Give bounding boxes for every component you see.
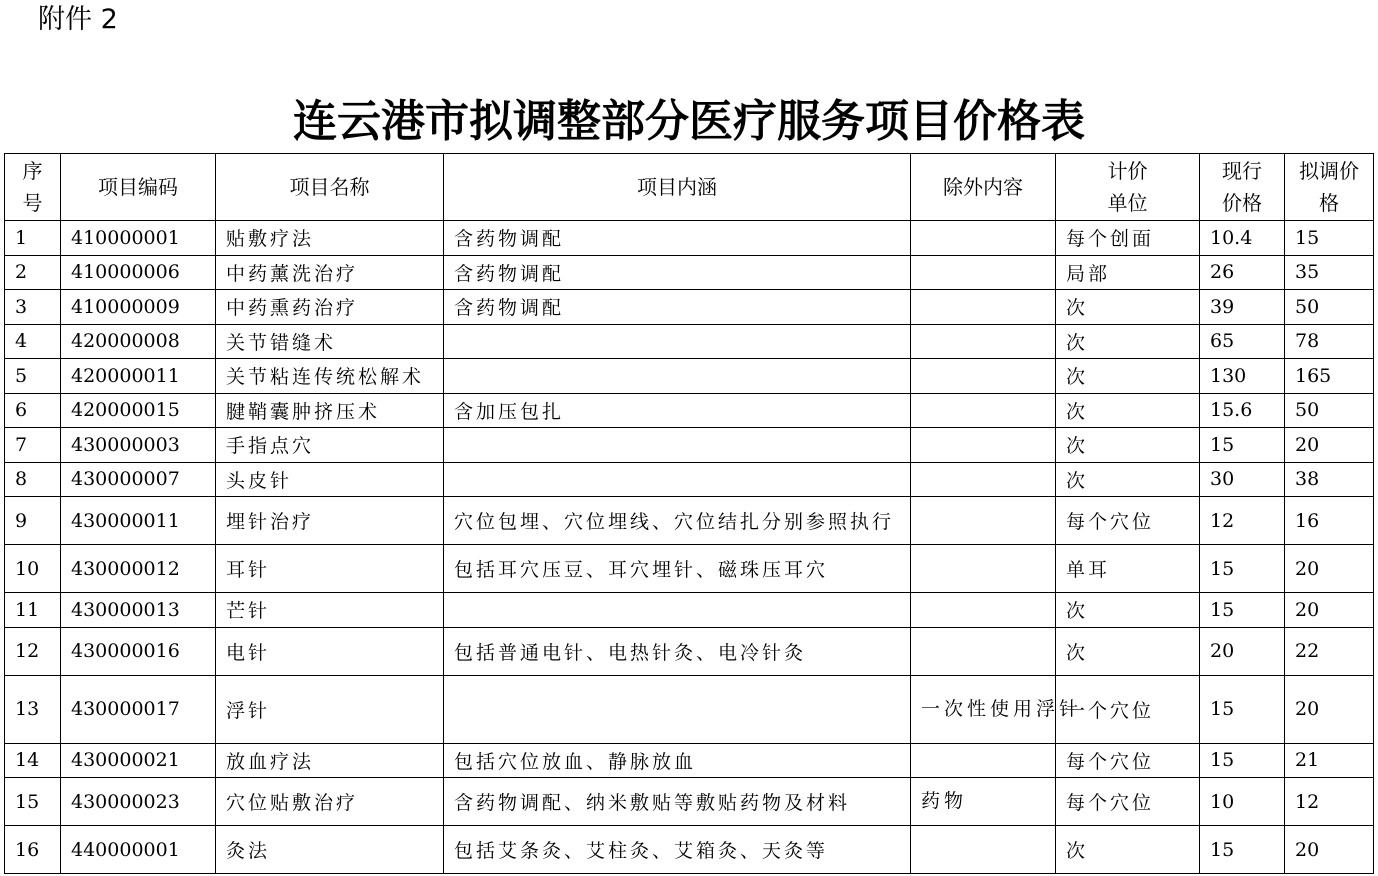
cell-current-price: 10 — [1200, 778, 1285, 826]
header-name: 项目名称 — [216, 154, 444, 221]
cell-name: 穴位贴敷治疗 — [216, 778, 444, 826]
cell-code: 430000007 — [61, 462, 216, 497]
cell-content: 穴位包埋、穴位埋线、穴位结扎分别参照执行 — [444, 497, 911, 545]
document-title: 连云港市拟调整部分医疗服务项目价格表 — [293, 96, 1085, 147]
cell-code: 420000008 — [61, 324, 216, 359]
cell-exclusion — [911, 627, 1056, 675]
cell-proposed-price: 16 — [1285, 497, 1374, 545]
cell-content: 含加压包扎 — [444, 393, 911, 428]
cell-code: 440000001 — [61, 826, 216, 874]
cell-content — [444, 675, 911, 743]
cell-unit: 单耳 — [1056, 545, 1200, 593]
table-row — [5, 221, 1374, 256]
cell-code: 430000012 — [61, 545, 216, 593]
cell-proposed-price: 165 — [1285, 359, 1374, 394]
table-row — [5, 324, 1374, 359]
header-proposed-price: 拟调价 格 — [1285, 154, 1374, 221]
cell-seq: 14 — [5, 743, 61, 778]
cell-proposed-price: 15 — [1285, 221, 1374, 256]
header-code: 项目编码 — [61, 154, 216, 221]
table-row — [5, 255, 1374, 290]
cell-code: 430000017 — [61, 675, 216, 743]
header-seq: 序 号 — [5, 154, 61, 221]
header-row — [5, 154, 1374, 221]
table-row — [5, 497, 1374, 545]
cell-name: 贴敷疗法 — [216, 221, 444, 256]
cell-name: 埋针治疗 — [216, 497, 444, 545]
header-exclusion: 除外内容 — [911, 154, 1056, 221]
cell-exclusion — [911, 255, 1056, 290]
cell-unit: 次 — [1056, 462, 1200, 497]
cell-exclusion: 药物 — [911, 778, 1056, 826]
cell-content: 含药物调配、纳米敷贴等敷贴药物及材料 — [444, 778, 911, 826]
table-row — [5, 778, 1374, 826]
cell-current-price: 15 — [1200, 743, 1285, 778]
cell-seq: 16 — [5, 826, 61, 874]
cell-name: 耳针 — [216, 545, 444, 593]
cell-name: 关节错缝术 — [216, 324, 444, 359]
cell-seq: 3 — [5, 290, 61, 325]
cell-code: 410000009 — [61, 290, 216, 325]
cell-name: 电针 — [216, 627, 444, 675]
cell-current-price: 20 — [1200, 627, 1285, 675]
header-content: 项目内涵 — [444, 154, 911, 221]
cell-content: 含药物调配 — [444, 290, 911, 325]
cell-current-price: 65 — [1200, 324, 1285, 359]
cell-code: 430000013 — [61, 593, 216, 628]
cell-unit: 次 — [1056, 627, 1200, 675]
cell-proposed-price: 50 — [1285, 393, 1374, 428]
cell-exclusion — [911, 743, 1056, 778]
cell-unit: 次 — [1056, 826, 1200, 874]
cell-name: 中药熏药治疗 — [216, 290, 444, 325]
cell-proposed-price: 20 — [1285, 593, 1374, 628]
cell-seq: 15 — [5, 778, 61, 826]
cell-exclusion — [911, 290, 1056, 325]
cell-exclusion — [911, 593, 1056, 628]
cell-current-price: 10.4 — [1200, 221, 1285, 256]
cell-proposed-price: 20 — [1285, 826, 1374, 874]
cell-seq: 8 — [5, 462, 61, 497]
cell-current-price: 26 — [1200, 255, 1285, 290]
cell-proposed-price: 20 — [1285, 428, 1374, 463]
cell-current-price: 15 — [1200, 545, 1285, 593]
cell-unit: 每个穴位 — [1056, 497, 1200, 545]
cell-name: 浮针 — [216, 675, 444, 743]
cell-content: 含药物调配 — [444, 221, 911, 256]
header-current-price: 现行 价格 — [1200, 154, 1285, 221]
cell-exclusion — [911, 393, 1056, 428]
cell-content: 包括艾条灸、艾柱灸、艾箱灸、天灸等 — [444, 826, 911, 874]
cell-code: 430000016 — [61, 627, 216, 675]
cell-current-price: 15 — [1200, 593, 1285, 628]
cell-code: 430000011 — [61, 497, 216, 545]
cell-proposed-price: 50 — [1285, 290, 1374, 325]
cell-name: 放血疗法 — [216, 743, 444, 778]
cell-proposed-price: 21 — [1285, 743, 1374, 778]
table-body — [5, 221, 1374, 874]
cell-exclusion — [911, 221, 1056, 256]
cell-unit: 每个创面 — [1056, 221, 1200, 256]
cell-unit: 每个穴位 — [1056, 778, 1200, 826]
cell-name: 手指点穴 — [216, 428, 444, 463]
cell-unit: 次 — [1056, 359, 1200, 394]
cell-content: 包括耳穴压豆、耳穴埋针、磁珠压耳穴 — [444, 545, 911, 593]
cell-current-price: 15 — [1200, 428, 1285, 463]
cell-exclusion — [911, 826, 1056, 874]
attachment-label: 附件 2 — [38, 4, 118, 35]
cell-seq: 5 — [5, 359, 61, 394]
cell-unit: 局部 — [1056, 255, 1200, 290]
cell-proposed-price: 38 — [1285, 462, 1374, 497]
cell-code: 420000015 — [61, 393, 216, 428]
cell-proposed-price: 20 — [1285, 545, 1374, 593]
cell-exclusion — [911, 545, 1056, 593]
price-table — [4, 153, 1374, 874]
cell-name: 腱鞘囊肿挤压术 — [216, 393, 444, 428]
header-unit: 计价 单位 — [1056, 154, 1200, 221]
cell-unit: 次 — [1056, 393, 1200, 428]
cell-current-price: 130 — [1200, 359, 1285, 394]
cell-code: 420000011 — [61, 359, 216, 394]
cell-code: 430000021 — [61, 743, 216, 778]
table-row — [5, 743, 1374, 778]
cell-code: 430000003 — [61, 428, 216, 463]
cell-content: 包括普通电针、电热针灸、电冷针灸 — [444, 627, 911, 675]
cell-proposed-price: 12 — [1285, 778, 1374, 826]
cell-seq: 1 — [5, 221, 61, 256]
table-row — [5, 593, 1374, 628]
cell-seq: 13 — [5, 675, 61, 743]
cell-content: 包括穴位放血、静脉放血 — [444, 743, 911, 778]
cell-current-price: 15.6 — [1200, 393, 1285, 428]
cell-exclusion — [911, 497, 1056, 545]
cell-proposed-price: 35 — [1285, 255, 1374, 290]
cell-exclusion — [911, 359, 1056, 394]
table-row — [5, 359, 1374, 394]
cell-exclusion — [911, 324, 1056, 359]
cell-code: 410000001 — [61, 221, 216, 256]
cell-name: 芒针 — [216, 593, 444, 628]
cell-name: 关节粘连传统松解术 — [216, 359, 444, 394]
table-row — [5, 627, 1374, 675]
cell-current-price: 15 — [1200, 675, 1285, 743]
table-row — [5, 393, 1374, 428]
cell-content — [444, 593, 911, 628]
cell-seq: 12 — [5, 627, 61, 675]
cell-exclusion: 一次性使用浮针 — [911, 675, 1056, 743]
cell-unit: 每个穴位 — [1056, 743, 1200, 778]
cell-unit: 次 — [1056, 593, 1200, 628]
cell-unit: 一个穴位 — [1056, 675, 1200, 743]
cell-exclusion — [911, 428, 1056, 463]
cell-unit: 次 — [1056, 290, 1200, 325]
cell-proposed-price: 20 — [1285, 675, 1374, 743]
cell-content — [444, 462, 911, 497]
cell-seq: 4 — [5, 324, 61, 359]
cell-current-price: 39 — [1200, 290, 1285, 325]
table-row — [5, 545, 1374, 593]
table-row — [5, 290, 1374, 325]
cell-seq: 7 — [5, 428, 61, 463]
cell-seq: 6 — [5, 393, 61, 428]
cell-content — [444, 428, 911, 463]
cell-name: 灸法 — [216, 826, 444, 874]
table-row — [5, 462, 1374, 497]
cell-proposed-price: 22 — [1285, 627, 1374, 675]
cell-current-price: 12 — [1200, 497, 1285, 545]
cell-content: 含药物调配 — [444, 255, 911, 290]
table-row — [5, 675, 1374, 743]
cell-name: 中药薰洗治疗 — [216, 255, 444, 290]
cell-name: 头皮针 — [216, 462, 444, 497]
cell-content — [444, 359, 911, 394]
cell-content — [444, 324, 911, 359]
cell-current-price: 30 — [1200, 462, 1285, 497]
cell-current-price: 15 — [1200, 826, 1285, 874]
table-row — [5, 826, 1374, 874]
cell-seq: 9 — [5, 497, 61, 545]
cell-unit: 次 — [1056, 324, 1200, 359]
cell-seq: 10 — [5, 545, 61, 593]
cell-proposed-price: 78 — [1285, 324, 1374, 359]
cell-seq: 2 — [5, 255, 61, 290]
table-row — [5, 428, 1374, 463]
cell-seq: 11 — [5, 593, 61, 628]
cell-code: 430000023 — [61, 778, 216, 826]
cell-code: 410000006 — [61, 255, 216, 290]
cell-exclusion — [911, 462, 1056, 497]
cell-unit: 次 — [1056, 428, 1200, 463]
